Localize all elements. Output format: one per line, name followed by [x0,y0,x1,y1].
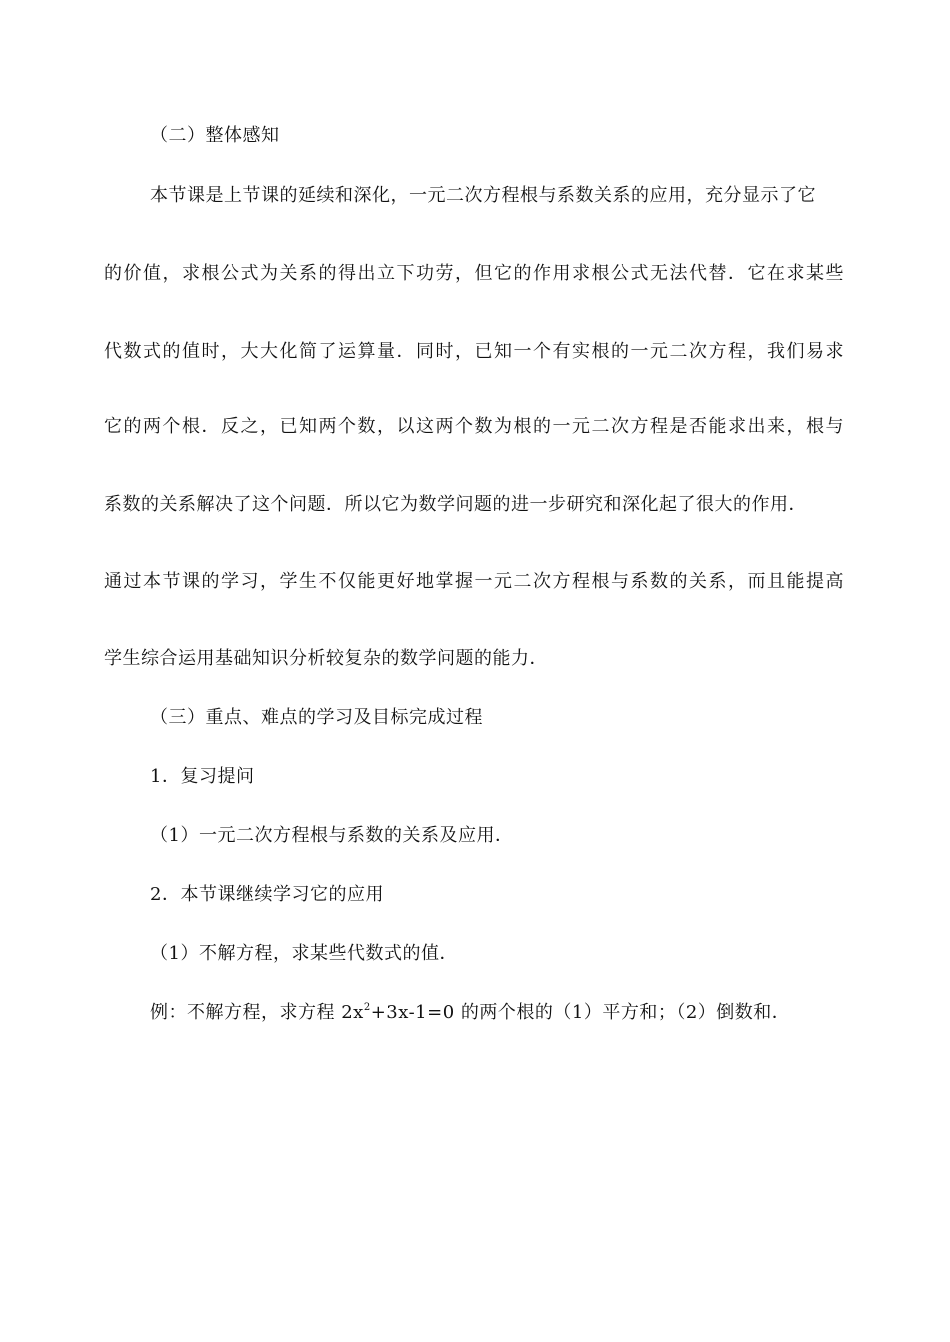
section-heading-key-points: （三）重点、难点的学习及目标完成过程 [150,707,483,728]
list-subitem-roots-coefficients: （1）一元二次方程根与系数的关系及应用． [150,825,514,846]
list-item-review: 1．复习提问 [150,766,255,787]
paragraph-line: 本节课是上节课的延续和深化，一元二次方程根与系数关系的应用，充分显示了它 [150,185,816,206]
list-item-application: 2．本节课继续学习它的应用 [150,884,384,905]
paragraph-line: 的价值，求根公式为关系的得出立下功劳，但它的作用求根公式无法代替．它在求某些 [104,263,844,284]
paragraph-line: 代数式的值时，大大化简了运算量．同时，已知一个有实根的一元二次方程，我们易求 [104,341,844,362]
example-text-start: 例：不解方程，求方程 2x [150,1002,364,1023]
paragraph-line: 学生综合运用基础知识分析较复杂的数学问题的能力． [104,648,548,669]
paragraph-line: 系数的关系解决了这个问题．所以它为数学问题的进一步研究和深化起了很大的作用． [104,494,807,515]
list-subitem-evaluate-expressions: （1）不解方程，求某些代数式的值． [150,943,458,964]
paragraph-line: 通过本节课的学习，学生不仅能更好地掌握一元二次方程根与系数的关系，而且能提高 [104,571,844,592]
paragraph-line: 它的两个根．反之，已知两个数，以这两个数为根的一元二次方程是否能求出来，根与 [104,416,844,437]
example-text-end: +3x-1=0 的两个根的（1）平方和；（2）倒数和． [370,1002,791,1023]
example-problem [150,1001,790,1025]
section-heading-overall-perception: （二）整体感知 [150,125,280,146]
exponent: 2 [363,1002,371,1013]
